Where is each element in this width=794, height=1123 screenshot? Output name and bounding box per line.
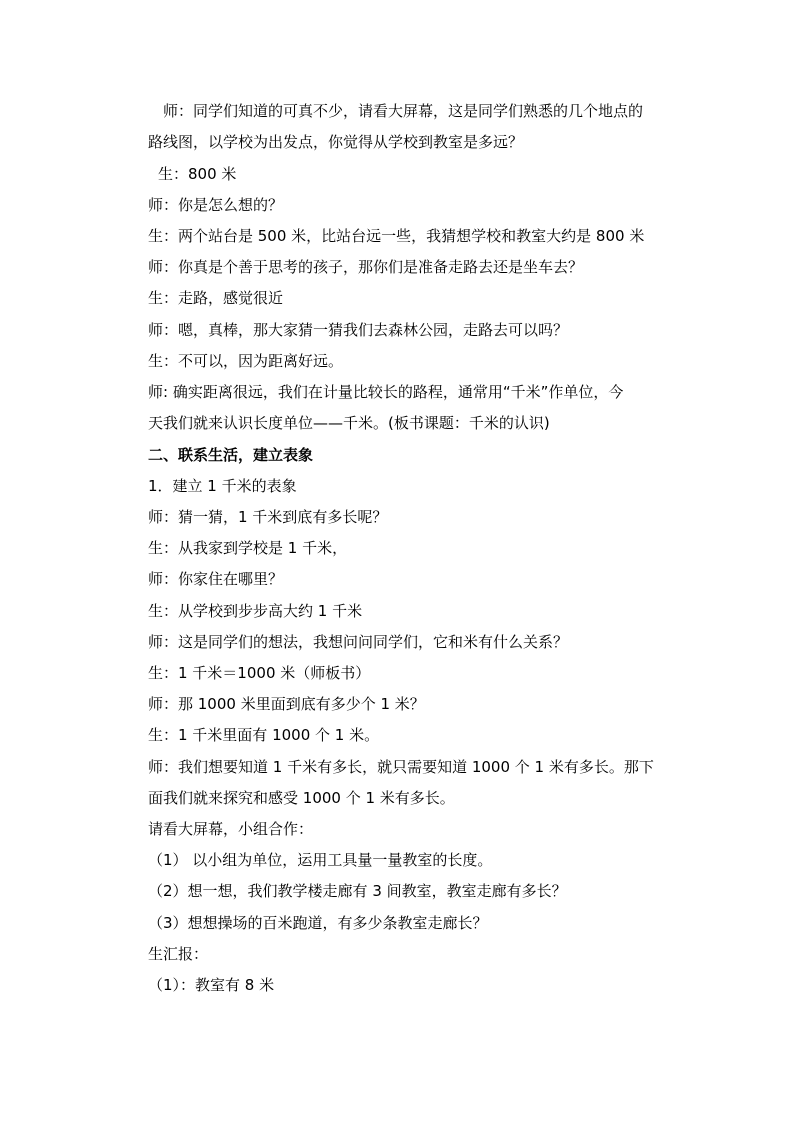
text-line: 师: 确实距离很远，我们在计量比较长的路程，通常用“千米”作单位，今 xyxy=(148,383,624,401)
text-line: 请看大屏幕，小组合作： xyxy=(148,820,314,838)
text-line: 师：同学们知道的可真不少，请看大屏幕，这是同学们熟悉的几个地点的 xyxy=(163,102,644,120)
text-line: 路线图，以学校为出发点，你觉得从学校到教室是多远？ xyxy=(148,133,524,151)
text-line: 生：两个站台是 500 米，比站台远一些，我猜想学校和教室大约是 800 米 xyxy=(148,227,645,245)
section-heading: 二、联系生活，建立表象 xyxy=(148,446,314,464)
text-line: 师：这是同学们的想法，我想问问同学们，它和米有什么关系？ xyxy=(148,633,569,651)
text-line: 面我们就来探究和感受 1000 个 1 米有多长。 xyxy=(148,789,455,807)
text-line: 生：走路，感觉很近 xyxy=(148,289,284,307)
text-line: 师：你家住在哪里？ xyxy=(148,570,284,588)
text-line: 师：你真是个善于思考的孩子，那你们是准备走路去还是坐车去？ xyxy=(148,258,584,276)
text-line: 生：不可以，因为距离好远。 xyxy=(148,352,344,370)
text-line: 生：1 千米里面有 1000 个 1 米。 xyxy=(148,726,380,744)
text-line: 师：猜一猜，1 千米到底有多长呢？ xyxy=(148,508,388,526)
list-item: （1）：教室有 8 米 xyxy=(148,976,275,994)
text-line: 生汇报： xyxy=(148,945,209,963)
list-item: （2）想一想，我们教学楼走廊有 3 间教室，教室走廊有多长？ xyxy=(148,882,567,900)
list-item: （1） 以小组为单位，运用工具量一量教室的长度。 xyxy=(148,851,493,869)
text-line: 师：我们想要知道 1 千米有多长，就只需要知道 1000 个 1 米有多长。那下 xyxy=(148,758,654,776)
text-line: 生：1 千米＝1000 米（师板书） xyxy=(148,664,371,682)
text-line: 师：嗯，真棒，那大家猜一猜我们去森林公园，走路去可以吗？ xyxy=(148,321,569,339)
list-item: （3）想想操场的百米跑道，有多少条教室走廊长？ xyxy=(148,914,488,932)
text-line: 生：从学校到步步高大约 1 千米 xyxy=(148,602,363,620)
text-line: 师：你是怎么想的？ xyxy=(148,196,284,214)
sub-heading: 1．建立 1 千米的表象 xyxy=(148,477,297,495)
text-line: 天我们就来认识长度单位——千米。(板书课题：千米的认识) xyxy=(148,414,550,432)
text-line: 师：那 1000 米里面到底有多少个 1 米？ xyxy=(148,695,425,713)
text-line: 生：800 米 xyxy=(158,165,237,183)
text-line: 生：从我家到学校是 1 千米， xyxy=(148,539,348,557)
